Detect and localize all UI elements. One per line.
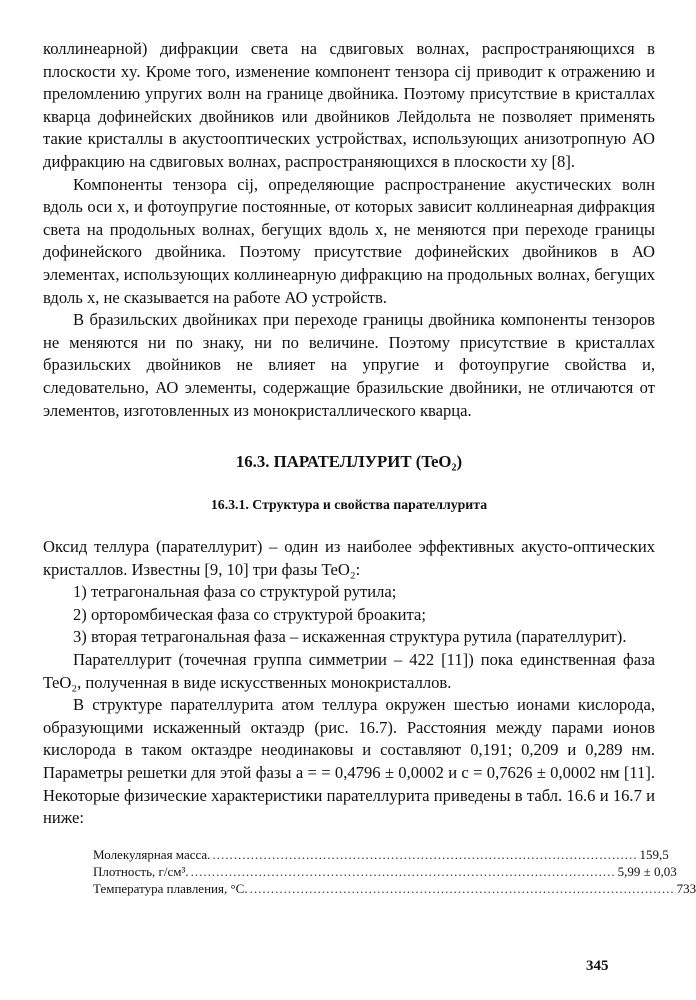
page-number: 345 xyxy=(586,958,609,974)
list-item: 2) орторомбическая фаза со структурой броакита; xyxy=(73,604,426,624)
subsection-title: 16.3.1. Структура и свойства парателлурита xyxy=(210,497,488,513)
page-body xyxy=(43,38,696,897)
property-row xyxy=(93,846,669,863)
leader-dots: .................................................................................................... xyxy=(212,846,638,862)
paragraph: Компоненты тензора cij, определяющие распространение акустических волн вдоль оси x, и фотоупругие постоянные, от которых зависит коллинеарная дифракция света на продольных волнах, бегущих вдоль x, не меняются при переходе границы дофинейского двойника. Поэтому присутствие дофинейских двойников в АО элементах, использующих коллинеарную дифракцию на продольных волнах, бегущих вдоль x, не сказывается на работе АО устройств. xyxy=(43,174,655,307)
property-value: 733 xyxy=(676,880,696,896)
property-row xyxy=(93,863,677,880)
property-label: Плотность, г/см³. xyxy=(93,863,189,879)
property-row xyxy=(93,880,696,897)
property-value: 159,5 xyxy=(639,846,669,862)
list-item: 1) тетрагональная фаза со структурой рутила; xyxy=(73,582,397,602)
property-value: 5,99 ± 0,03 xyxy=(617,863,677,879)
paragraph: Оксид теллура (парателлурит) – один из наиболее эффективных акусто-оптических кристаллов. Известны [9, 10] три фазы TeO₂: xyxy=(43,537,655,579)
property-label: Молекулярная масса. xyxy=(93,846,211,862)
property-label: Температура плавления, °С. xyxy=(93,880,248,896)
paragraph: коллинеарной) дифракции света на сдвиговых волнах, распространяющихся в плоскости xy. Кроме того, изменение компонент тензора cij приводит к отражению и преломлению упругих волн на границе двойника. Поэтому присутствие в кристаллах кварца дофинейских двойников или двойников Лейдольта не позволяет применять такие кристаллы в акустооптических устройствах, использующих анизотропную АО дифракцию на сдвиговых волнах, распространяющихся в плоскости xy [8]. xyxy=(43,39,655,171)
paragraph: В бразильских двойниках при переходе границы двойника компоненты тензоров не меняются ни по знаку, ни по величине. Поэтому присутствие в кристаллах бразильских двойников не влияет на упругие и фотоупругие свойства и, следовательно, АО элементы, содержащие бразильские двойники, не отличаются от элементов, изготовленных из монокристаллического кварца. xyxy=(43,310,655,420)
properties-list xyxy=(93,846,696,897)
leader-dots: .................................................................................................... xyxy=(190,863,616,879)
paragraph: Парателлурит (точечная группа симметрии – 422 [11]) пока единственная фаза TeO₂, полученная в виде искусственных монокристаллов. xyxy=(43,650,655,692)
leader-dots: .................................................................................................... xyxy=(249,880,675,896)
paragraph: В структуре парателлурита атом теллура окружен шестью ионами кислорода, образующими искаженный октаэдр (рис. 16.7). Расстояния между парами ионов кислорода в таком октаэдре неодинаковы и составляют 0,191; 0,209 и 0,289 нм. Параметры решетки для этой фазы a = = 0,4796 ± 0,0002 и c = 0,7626 ± 0,0002 нм [11]. Некоторые физические характеристики парателлурита приведены в табл. 16.6 и 16.7 и ниже: xyxy=(43,695,655,828)
list-item: 3) вторая тетрагональная фаза – искаженная структура рутила (парателлурит). xyxy=(73,627,627,647)
section-title: 16.3. ПАРАТЕЛЛУРИТ (TeO₂) xyxy=(235,452,463,472)
